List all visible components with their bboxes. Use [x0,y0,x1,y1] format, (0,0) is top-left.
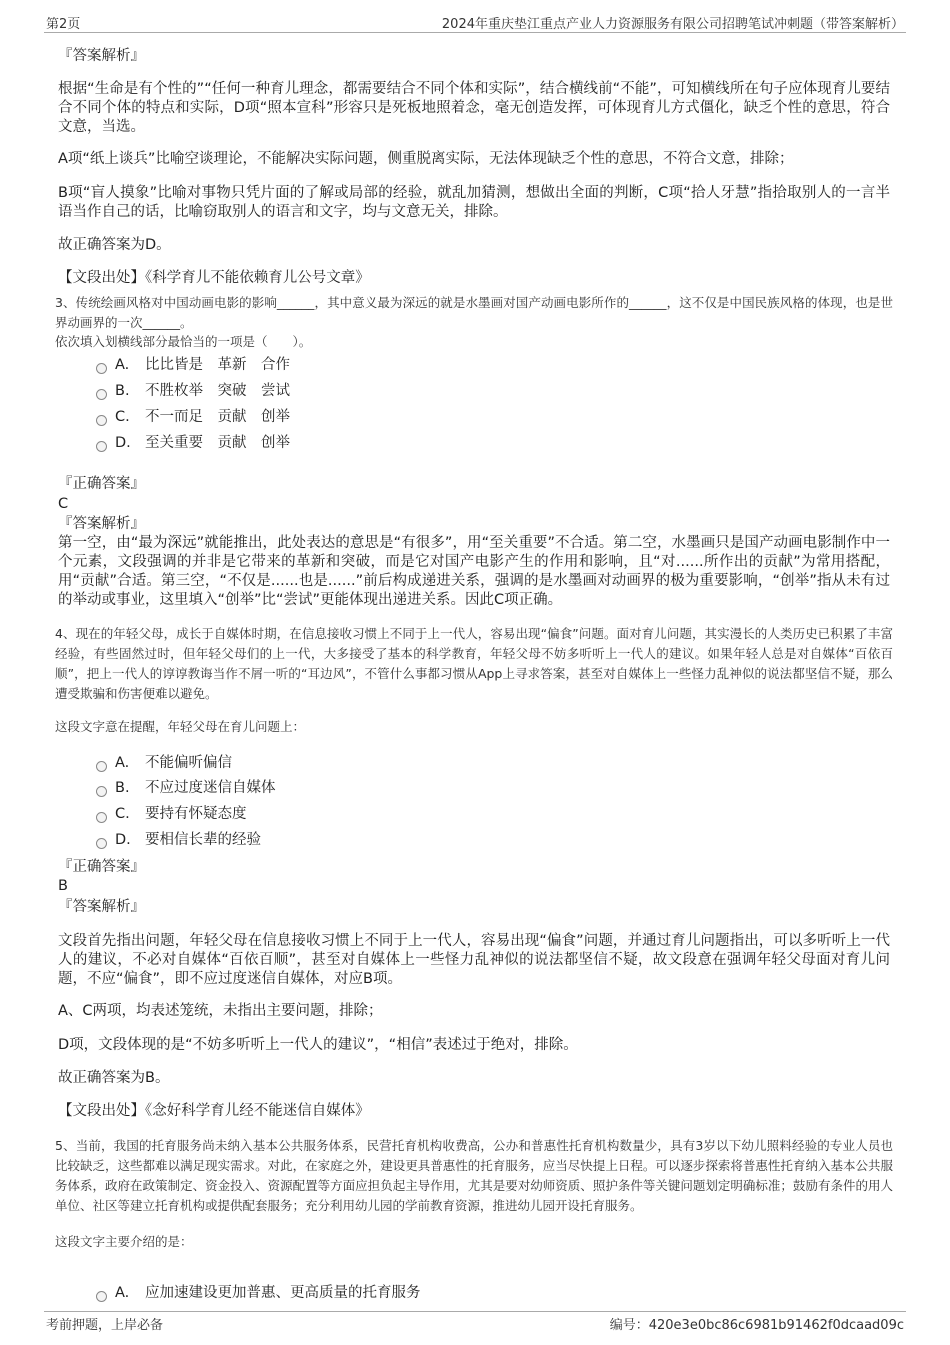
option-letter: D. [115,435,131,451]
option-text: 不应过度迷信自媒体 [145,780,276,796]
answer-label: 『正确答案』 [58,476,145,492]
option-letter: C. [115,806,130,822]
question-4-prompt: 这段文字意在提醒，年轻父母在育儿问题上： [55,719,306,734]
header-divider [44,32,906,33]
option-a[interactable] [96,753,232,773]
option-b[interactable] [96,381,290,401]
option-letter: A. [115,755,130,771]
option-text: 不胜枚举 突破 尝试 [145,383,290,399]
page-number: 第2页 [46,17,81,32]
option-c[interactable] [96,804,247,824]
analysis-paragraph: D项，文段体现的是“不妨多听听上一代人的建议”，“相信”表述过于绝对，排除。 [58,1037,578,1053]
radio-button[interactable] [96,441,107,452]
document-title: 2024年重庆垫江重点产业人力资源服务有限公司招聘笔试冲刺题（带答案解析） [441,17,904,32]
footer-slogan: 考前押题，上岸必备 [46,1318,164,1333]
option-text: 至关重要 贡献 创举 [145,435,290,451]
option-letter: B. [115,780,130,796]
option-c[interactable] [96,407,290,427]
option-text: 不能偏听偏信 [145,755,232,771]
analysis-paragraph: B项“盲人摸象”比喻对事物只凭片面的了解或局部的经验，就乱加猜测，想做出全面的判断，C项“拾人牙慧”指拾取别人的一言半语当作自己的话，比喻窃取别人的语言和文字，均与文意无关，排除。 [58,185,890,220]
question-5-prompt: 这段文字主要介绍的是： [55,1234,193,1249]
answer-value: C [58,496,69,512]
option-letter: D. [115,832,131,848]
option-text: 应加速建设更加普惠、更高质量的托育服务 [145,1285,421,1301]
id-value: 420e3e0bc86c6981b91462f0dcaad09c [648,1318,904,1333]
option-d[interactable] [96,830,261,850]
radio-button[interactable] [96,812,107,823]
analysis-conclusion: 故正确答案为B。 [58,1070,170,1086]
option-d[interactable] [96,433,290,453]
analysis-paragraph: 文段首先指出问题，年轻父母在信息接收习惯上不同于上一代人，容易出现“偏食”问题，并通过育儿问题指出，可以多听听上一代人的建议，不必对自媒体“百依百顺”，甚至对自媒体上一些怪力乱神似的说法都坚信不疑，故文段意在强调年轻父母面对育儿问题，不应“偏食”，即不应过度迷信自媒体，对应B项。 [58,933,890,987]
option-b[interactable] [96,778,276,798]
option-letter: A. [115,1285,130,1301]
radio-button[interactable] [96,786,107,797]
document-id [610,1314,904,1333]
analysis-label: 『答案解析』 [58,899,145,915]
radio-button[interactable] [96,838,107,849]
radio-button[interactable] [96,1291,107,1302]
footer-line [44,1311,906,1312]
analysis-label: 『答案解析』 [58,48,145,64]
answer-value: B [58,878,68,894]
analysis-paragraph: 第一空，由“最为深远”就能推出，此处表达的意思是“有很多”，用“至关重要”不合适。第二空，水墨画只是国产动画电影制作中一个元素，文段强调的并非是它带来的革新和突破，而是它对国产电影产生的作用和影响，且“对......所作出的贡献”为常用搭配，用“贡献”合适。第三空，“不仅是......也是......”前后构成递进关系，强调的是水墨画对动画界的极为重要影响，“创举”指从未有过的举动或事业，这里填入“创举”比“尝试”更能体现出递进关系。因此C项正确。 [58,535,890,608]
analysis-conclusion: 故正确答案为D。 [58,237,171,253]
option-text: 要持有怀疑态度 [145,806,247,822]
id-label: 编号： [609,1318,649,1333]
option-text: 要相信长辈的经验 [145,832,261,848]
option-a[interactable] [96,1283,421,1303]
analysis-paragraph: 根据“生命是有个性的”“任何一种育儿理念，都需要结合不同个体和实际”，结合横线前“不能”，可知横线所在句子应体现育儿要结合不同个体的特点和实际，D项“照本宣科”形容只是死板地照着念，毫无创造发挥，可体现育儿方式僵化，缺乏个性的意思，符合文意，当选。 [58,81,890,135]
radio-button[interactable] [96,415,107,426]
analysis-paragraph: A项“纸上谈兵”比喻空谈理论，不能解决实际问题，侧重脱离实际，无法体现缺乏个性的意思，不符合文意，排除； [58,151,794,167]
option-letter: C. [115,409,130,425]
answer-label: 『正确答案』 [58,859,145,875]
option-letter: A. [115,357,130,373]
question-3-prompt: 依次填入划横线部分最恰当的一项是（ ）。 [55,334,312,349]
analysis-paragraph: A、C两项，均表述笼统，未指出主要问题，排除； [58,1003,383,1019]
radio-button[interactable] [96,761,107,772]
question-4-stem: 4、现在的年轻父母，成长于自媒体时期，在信息接收习惯上不同于上一代人，容易出现“偏食”问题。面对育儿问题，其实漫长的人类历史已积累了丰富经验，有些固然过时，但年轻父母们的上一代，大多接受了基本的科学教育，年轻父母不妨多听听上一代人的建议。如果年轻人总是对自媒体“百依百顺”，把上一代人的谆谆教诲当作不屑一听的“耳边风”，不管什么事都习惯从App上寻求答案，甚至对自媒体上一些怪力乱神似的说法都坚信不疑，那么遭受欺骗和伤害便难以避免。 [55,626,893,701]
option-text: 比比皆是 革新 合作 [145,357,290,373]
option-letter: B. [115,383,130,399]
radio-button[interactable] [96,389,107,400]
question-5-stem: 5、当前，我国的托育服务尚未纳入基本公共服务体系，民营托育机构收费高，公办和普惠性托育机构数量少，具有3岁以下幼儿照料经验的专业人员也比较缺乏，这些都难以满足现实需求。对此，在家庭之外，建设更具普惠性的托育服务，应当尽快提上日程。可以逐步探索将普惠性托育纳入基本公共服务体系，政府在政策制定、资金投入、资源配置等方面应担负起主导作用，尤其是要对幼师资质、照护条件等关键问题划定明确标准；鼓励有条件的用人单位、社区等建立托育机构或提供配套服务；充分利用幼儿园的学前教育资源，推进幼儿园开设托育服务。 [55,1138,893,1213]
source-citation: 【文段出处】《科学育儿不能依赖育儿公号文章》 [58,270,370,286]
question-3-stem: 3、传统绘画风格对中国动画电影的影响______，其中意义最为深远的就是水墨画对国产动画电影所作的______，这不仅是中国民族风格的体现，也是世界动画界的一次______。 [55,295,893,330]
source-citation: 【文段出处】《念好科学育儿经不能迷信自媒体》 [58,1103,370,1119]
radio-button[interactable] [96,363,107,374]
option-a[interactable] [96,355,290,375]
option-text: 不一而足 贡献 创举 [145,409,290,425]
analysis-label: 『答案解析』 [58,516,145,532]
